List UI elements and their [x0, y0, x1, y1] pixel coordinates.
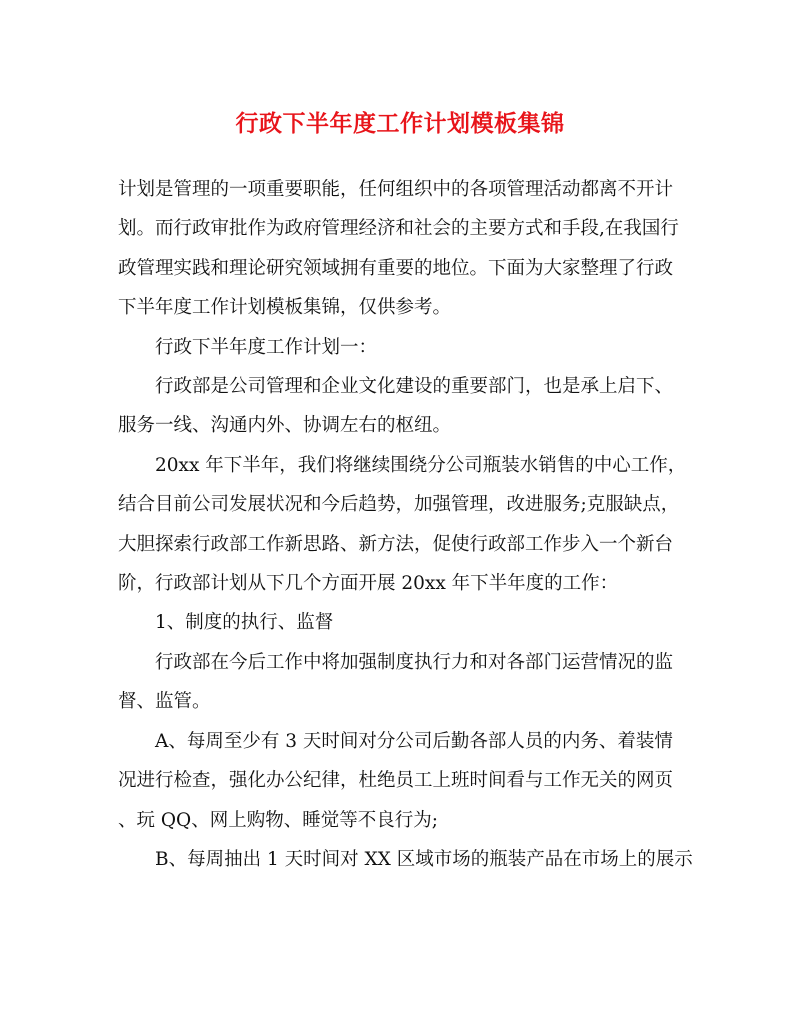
paragraph-admin-role [118, 367, 685, 446]
text-line: 行政下半年度工作计划一： [155, 336, 378, 358]
text-line: 行政部是公司管理和企业文化建设的重要部门，也是承上启下、 [155, 376, 674, 398]
text-line: 1、制度的执行、监督 [155, 612, 334, 634]
paragraph-item-b [118, 840, 693, 879]
text-line: 20xx 年下半年，我们将继续围绕分公司瓶装水销售的中心工作， [155, 454, 687, 476]
text-line: 行政部在今后工作中将加强制度执行力和对各部门运营情况的监 [155, 651, 674, 673]
paragraph-section-1-heading [118, 603, 685, 642]
text-line: 督、监管。 [118, 691, 211, 713]
text-line: 服务一线、沟通内外、协调左右的枢纽。 [118, 415, 452, 437]
text-line: A、每周至少有 3 天时间对分公司后勤各部人员的内务、着装情 [155, 730, 673, 752]
text-line: 况进行检查，强化办公纪律，杜绝员工上班时间看与工作无关的网页 [118, 770, 674, 792]
text-line: 结合目前公司发展状况和今后趋势，加强管理，改进服务;克服缺点， [118, 494, 680, 516]
paragraph-supervision [118, 643, 685, 722]
paragraph-intro [118, 170, 685, 328]
text-line: B、每周抽出 1 天时间对 XX 区域市场的瓶装产品在市场上的展示 [155, 848, 693, 870]
text-line: 下半年度工作计划模板集锦，仅供参考。 [118, 297, 452, 319]
text-line: 政管理实践和理论研究领域拥有重要的地位。下面为大家整理了行政 [118, 257, 674, 279]
text-line: 阶，行政部计划从下几个方面开展 20xx 年下半年度的工作： [118, 573, 619, 595]
paragraph-item-a [118, 722, 685, 840]
text-line: 计划是管理的一项重要职能，任何组织中的各项管理活动都离不开计 [118, 179, 674, 200]
paragraph-second-half [118, 446, 685, 604]
document-body [118, 170, 693, 879]
paragraph-plan-heading [118, 328, 685, 367]
text-line: 大胆探索行政部工作新思路、新方法，促使行政部工作步入一个新台 [118, 533, 674, 555]
text-line: 、玩 QQ、网上购物、睡觉等不良行为; [118, 809, 438, 831]
text-line: 划。而行政审批作为政府管理经济和社会的主要方式和手段,在我国行 [118, 218, 679, 240]
document-title: 行政下半年度工作计划模板集锦 [235, 110, 565, 137]
